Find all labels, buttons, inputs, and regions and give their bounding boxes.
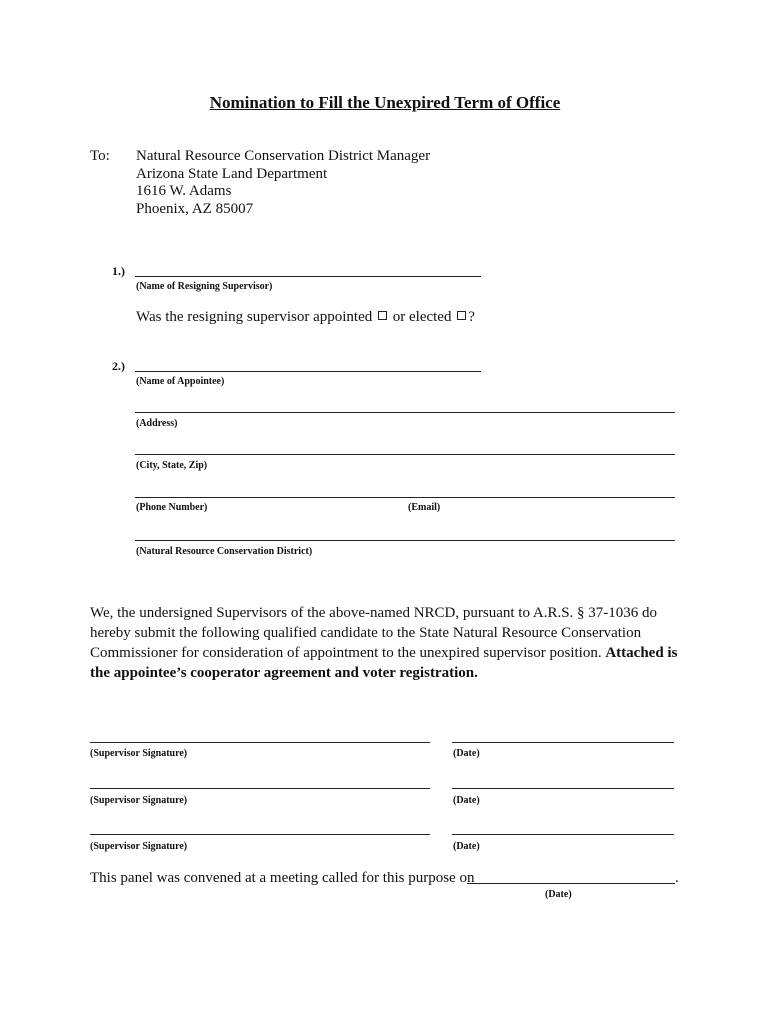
appointee-name-label: (Name of Appointee) [136,376,225,387]
convened-statement: This panel was convened at a meeting called for this purpose on [90,870,475,886]
elected-checkbox[interactable] [457,311,466,320]
date-line-2[interactable] [452,788,674,789]
appointee-name-field[interactable] [135,371,481,372]
date-label-3: (Date) [453,841,480,852]
signature-line-1[interactable] [90,742,430,743]
date-line-1[interactable] [452,742,674,743]
to-line-3: 1616 W. Adams [136,183,232,199]
convened-period: . [675,870,679,886]
to-line-1: Natural Resource Conservation District Manager [136,148,431,164]
city-state-zip-label: (City, State, Zip) [136,460,208,471]
to-line-4: Phoenix, AZ 85007 [136,200,254,217]
question-prefix: Was the resigning supervisor appointed [136,309,373,325]
certification-bold-text: Attached is the appointee’s cooperator agreement and voter registration. [90,645,678,681]
resigning-supervisor-name-field[interactable] [135,276,481,277]
address-label: (Address) [136,418,178,429]
section2-number: 2.) [112,359,125,373]
district-field[interactable] [135,540,675,541]
address-field[interactable] [135,412,675,413]
certification-paragraph [90,603,680,683]
date-label-1: (Date) [453,748,480,759]
to-line-2: Arizona State Land Department [136,165,328,182]
question-mid: or elected [392,309,452,325]
phone-email-field[interactable] [135,497,675,498]
signature-line-3[interactable] [90,834,430,835]
appointed-checkbox[interactable] [378,311,387,320]
question-end: ? [468,309,475,325]
convened-date-label: (Date) [545,889,572,900]
email-label: (Email) [408,502,441,513]
signature-label-1: (Supervisor Signature) [90,748,188,759]
signature-label-3: (Supervisor Signature) [90,841,188,852]
date-label-2: (Date) [453,795,480,806]
date-line-3[interactable] [452,834,674,835]
district-label: (Natural Resource Conservation District) [136,546,313,557]
to-label: To: [90,148,110,164]
signature-line-2[interactable] [90,788,430,789]
city-state-zip-field[interactable] [135,454,675,455]
convened-date-field[interactable] [467,883,675,884]
form-title: Nomination to Fill the Unexpired Term of Office [209,93,561,112]
section1-number: 1.) [112,264,125,278]
appointed-elected-question [136,309,475,327]
signature-label-2: (Supervisor Signature) [90,795,188,806]
phone-number-label: (Phone Number) [136,502,208,513]
certification-text: We, the undersigned Supervisors of the above-named NRCD, pursuant to A.R.S. § 37-1036 do hereby submit the following qualified candidate to the State Natural Resource Conservation Commissioner for consideration of appointment to the unexpired supervisor position. [90,605,658,661]
resigning-supervisor-label: (Name of Resigning Supervisor) [136,281,273,292]
to-address-block [136,148,430,218]
